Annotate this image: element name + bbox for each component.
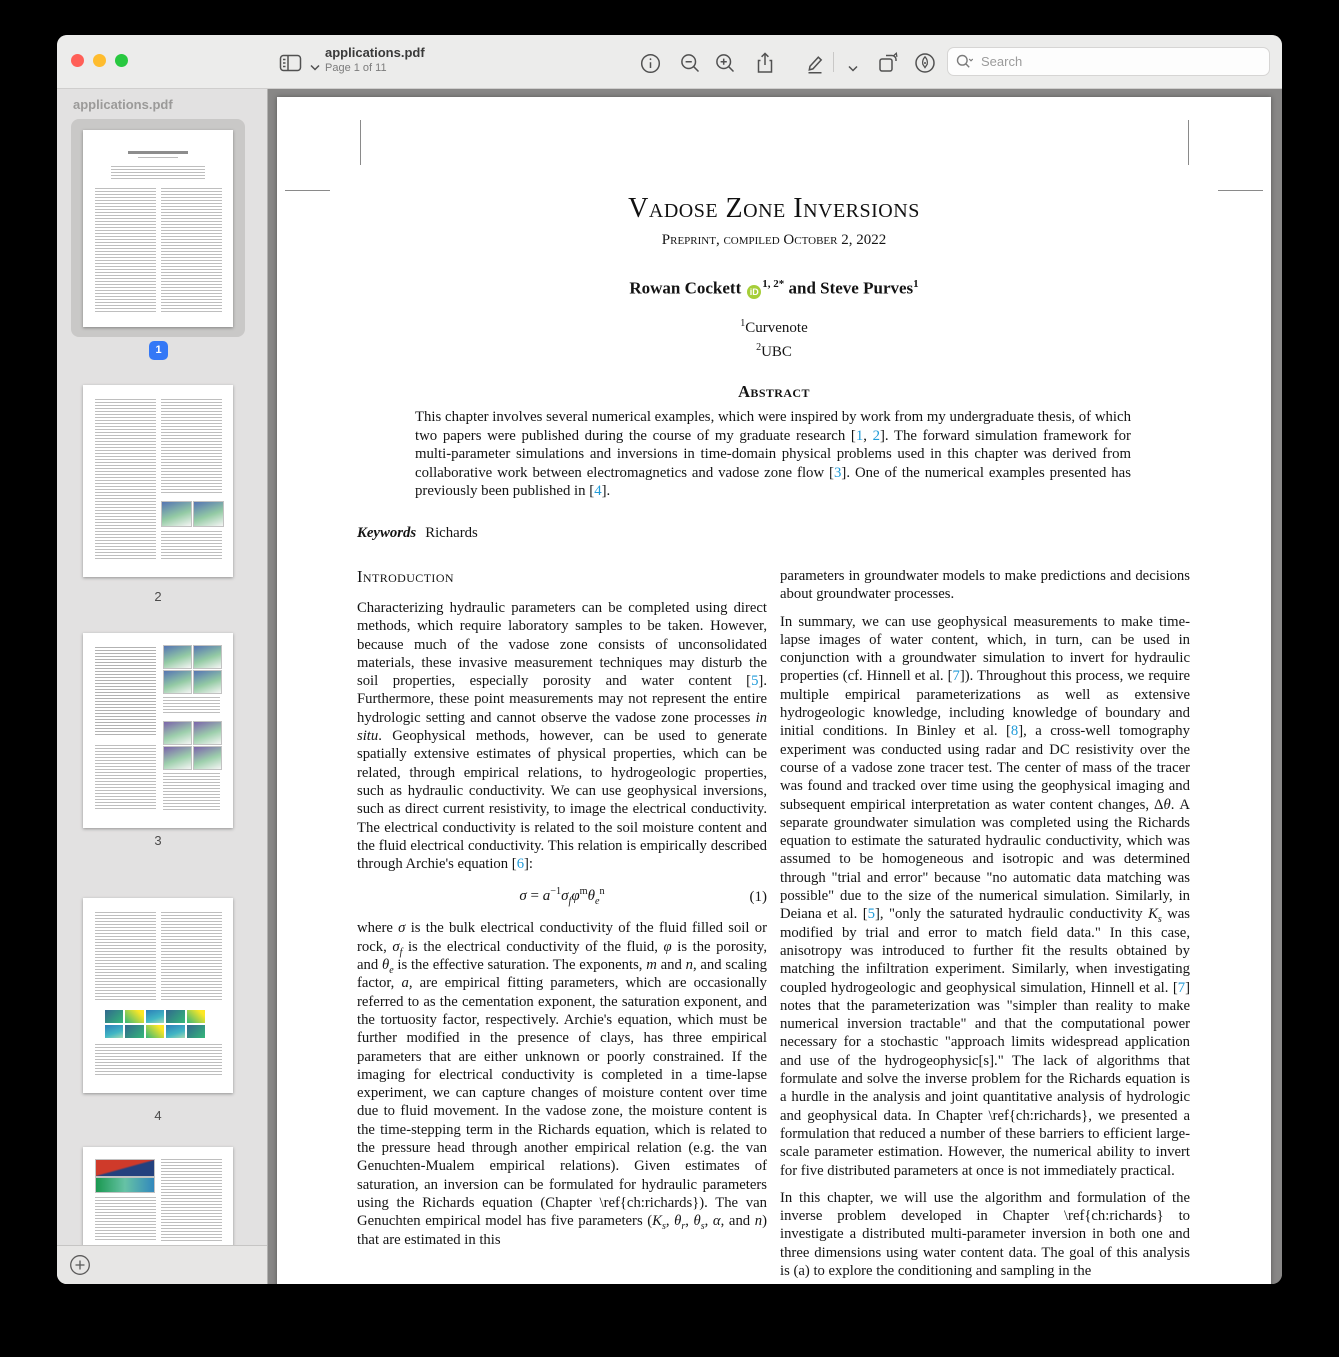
zoom-in-icon[interactable] <box>712 50 738 76</box>
crop-mark <box>1188 120 1189 165</box>
body-paragraph: parameters in groundwater models to make predictions and decisions about groundwater processes. <box>780 568 1190 603</box>
toolbar-separator <box>833 52 834 72</box>
rotate-icon[interactable] <box>875 50 901 76</box>
zoom-window-button[interactable] <box>115 54 128 67</box>
page-number-label: 4 <box>154 1108 162 1123</box>
citation-link[interactable]: 4 <box>594 483 602 500</box>
keywords-value: Richards <box>425 525 478 541</box>
thumbnail-text <box>161 531 222 559</box>
page-number-label: 2 <box>154 589 162 604</box>
left-column <box>357 567 767 1258</box>
paper-subtitle: Preprint, compiled October 2, 2022 <box>661 232 887 248</box>
thumbnail-figure <box>95 1159 155 1177</box>
body-paragraph: In summary, we can use geophysical measurements to make time-lapse images of water content, which, in turn, can be used in conjunction with a groundwater simulation to invert for hydraulic properties (cf. Hinnell et al. [7]). Throughout this process, we require multiple empirical parameterizations as well as extensive hydrogeologic knowledge, including knowledge of boundary and initial conditions. In Binley et al. [8], a cross-well tomography experiment was conducted using radar and DC resistivity over the course of a vadose zone tracer test. The center of mass of the tracer was found and tracked over time using the geophysical imaging and subsequent empirical interpretation as water content changes, Δθ. A separate groundwater simulation was completed using the Richards equation to estimate the saturated hydraulic conductivity, which was assumed to be homogeneous and isotropic and was determined through "trial and error" because "no automatic data matching was possible" due to the size of the numerical simulation. Similarly, in Deiana et al. [5], "only the saturated hydraulic conductivity $K_s$ was modified by trial and error to match field data." In this case, anisotropy was introduced to further fit the results obtained by matching the infiltration experiment. Similarly, when investigating coupled hydrogeologic and geophysical simulation, Hinnell et al. [7] notes that the parameterization was "simpler than reality to make numerical inversion tractable" and that the computational power necessary for a stochastic "approach limits widespread application and use of the hydrogeophysic[s]." The lack of algorithms that formulate and solve the inverse problem for the Richards equation is a hurdle in the analysis and joint quantitative analysis of hydrologic and geophysical data. In Chapter \ref{ch:richards}, we presented a formulation that reduced a number of these barriers to efficient large-scale parameter estimation. However, the numerical ability to invert for five distributed parameters at once is not immediately practical. <box>780 613 1191 1179</box>
thumbnail-text <box>95 912 156 1002</box>
citation-link[interactable]: 7 <box>952 668 960 685</box>
search-icon <box>956 54 973 69</box>
citation-link[interactable]: 6 <box>516 856 525 873</box>
thumbnail-figure <box>193 721 222 745</box>
abstract-text: This chapter involves several numerical examples, which were inspired by work from my undergraduate thesis, of which two papers were published during the course of my graduate research [1, 2]. The forward simulation framework for multi-parameter simulations and inversions in time-domain physical problems used in this chapter was derived from collaborative work between electromagnetics and vadose zone flow [3]. One of the numerical examples presented has previously been published in [4]. <box>415 409 1131 500</box>
thumbnail-figure <box>163 746 192 770</box>
minimize-window-button[interactable] <box>93 54 106 67</box>
body-paragraph: In this chapter, we will use the algorithm and formulation of the inverse problem developed in Chapter \ref{ch:richards} to investigate a distributed multi-parameter inversion in both one and three dimensions using water content data. The goal of this analysis is (a) to explore the conditioning and sampling in the <box>780 1189 1190 1279</box>
affiliation: $^2$UBC <box>756 342 792 360</box>
markup-pencil-icon[interactable] <box>802 50 828 76</box>
thumbnail-text <box>163 773 220 811</box>
thumbnail-figure <box>193 645 222 669</box>
sidebar-footer <box>57 1245 267 1284</box>
thumbnail-title-line <box>128 151 188 154</box>
thumbnail-text <box>95 188 156 313</box>
thumbnail-text <box>161 188 222 313</box>
affiliations <box>277 314 1271 362</box>
info-icon[interactable] <box>637 50 663 76</box>
thumbnail-caption <box>163 697 220 715</box>
crop-mark <box>1218 190 1263 191</box>
sidebar-document-name: applications.pdf <box>73 97 173 112</box>
equation-body: $\sigma = a^{-1}\sigma_f\varphi^m\theta_e^n$ <box>519 886 605 908</box>
thumbnail-text <box>161 912 222 1002</box>
thumbnail-subtitle-line <box>138 157 178 158</box>
search-field[interactable] <box>947 47 1270 76</box>
thumbnail-table <box>95 647 156 737</box>
citation-link[interactable]: 2 <box>872 427 880 444</box>
affiliation: $^1$Curvenote <box>740 318 808 336</box>
share-icon[interactable] <box>752 50 778 76</box>
thumbnail-figure <box>193 746 222 770</box>
equation-number: (1) <box>749 889 767 906</box>
paper-title: Vadose Zone Inversions <box>628 193 920 224</box>
toolbar <box>57 35 1282 89</box>
citation-link[interactable]: 5 <box>751 673 759 690</box>
thumbnail-text <box>161 399 222 495</box>
body-paragraph: where σ is the bulk electrical conductivity of the fluid filled soil or rock, $\sigma_f$ is the electrical conductivity of the fluid, φ is the porosity, and $\theta_e$ is the effective saturation. The exponents, m and n, and scaling factor, a, are empirical fitting parameters, which are occasionally referred to as the cementation exponent, the saturation exponent, and the tortuosity factor, respectively. Archie's equation, which must be further modified in the presence of clays, has three empirical parameters that are either unknown or poorly constrained. If the imaging for electrical conductivity is completed in a time-lapse experiment, we can capture changes of moisture content over time due to fluid movement. In the vadose zone, the moisture content is the time-stepping term in the Richards equation, which is related to the pressure head through another empirical relation (e.g. the van Genuchten-Mualem empirical relations). Given estimates of saturation, an inversion can be formulated for hydraulic parameters using the Richards equation (Chapter \ref{ch:richards}). The van Genuchten empirical model has five parameters ($K_s$, $\theta_r$, $\theta_s$, α, and n) that are estimated in this <box>357 920 768 1248</box>
abstract-heading: Abstract <box>738 382 810 401</box>
crop-mark <box>360 120 361 165</box>
citation-link[interactable]: 1 <box>855 427 864 444</box>
orcid-icon[interactable]: iD <box>747 285 761 299</box>
thumbnail-figure <box>163 645 192 669</box>
author-name: Rowan Cockett <box>629 278 742 298</box>
add-page-button[interactable] <box>69 1254 91 1276</box>
document-filename: applications.pdf <box>325 45 425 60</box>
body-paragraph: Characterizing hydraulic parameters can be completed using direct methods, which require laboratory samples to be taken. However, because much of the vadose zone consists of unconsolidated materials, these invasive measurement techniques may disturb the soil properties, especially porosity and water content [5]. Furthermore, these point measurements may not represent the entire hydrologic setting and cannot observe the vadose zone processes in situ. Geophysical methods, however, can be used to generate spatially extensive estimates of physical properties, which can be related, through empirical relations, to hydrogeologic properties, such as hydraulic conductivity. We can use geophysical inversions, such as direct current resistivity, to image the electrical conductivity. The electrical conductivity is related to the soil moisture content and the fluid electrical conductivity. This relation is empirically described through Archie's equation [6]: <box>357 600 767 873</box>
page-thumbnail-2[interactable] <box>83 385 233 577</box>
thumbnail-text <box>95 745 156 811</box>
thumbnail-text <box>161 1159 222 1241</box>
crop-mark <box>285 190 330 191</box>
right-column <box>780 567 1190 1284</box>
section-heading-introduction: Introduction <box>357 567 454 586</box>
sidebar-toggle-icon[interactable] <box>278 50 304 76</box>
chevron-down-icon[interactable] <box>840 55 866 81</box>
thumbnail-text <box>95 1197 156 1241</box>
keywords-line <box>357 525 478 542</box>
pen-nib-circle-icon[interactable] <box>912 50 938 76</box>
thumbnail-sidebar[interactable] <box>57 89 268 1284</box>
page-number-badge: 1 <box>149 341 168 360</box>
thumbnail-figure <box>161 501 192 527</box>
thumbnail-heatmap-grid <box>105 1010 205 1038</box>
page-number-label: 3 <box>154 833 162 848</box>
thumbnail-text <box>95 399 156 559</box>
thumbnail-text <box>111 166 205 180</box>
equation-1 <box>357 886 767 908</box>
page-thumbnail-4[interactable] <box>83 898 233 1093</box>
thumbnail-figure <box>163 670 192 694</box>
author-superscript: 1, 2* <box>762 278 785 290</box>
citation-link[interactable]: 5 <box>867 906 875 923</box>
thumbnail-figure <box>163 721 192 745</box>
thumbnail-figure <box>193 670 222 694</box>
citation-link[interactable]: 7 <box>1177 979 1186 996</box>
search-input[interactable] <box>979 53 1261 70</box>
author-line <box>277 278 1271 299</box>
thumbnail-text <box>95 1044 222 1076</box>
page-status: Page 1 of 11 <box>325 62 387 74</box>
citation-link[interactable]: 8 <box>1010 723 1019 740</box>
page-thumbnail-3[interactable] <box>83 633 233 828</box>
close-window-button[interactable] <box>71 54 84 67</box>
pdf-view-area[interactable] <box>268 89 1282 1284</box>
author-name: and Steve Purves <box>788 278 914 298</box>
page-thumbnail-5[interactable] <box>83 1147 233 1247</box>
window-title <box>325 46 425 74</box>
thumbnail-figure <box>95 1177 155 1193</box>
preview-window <box>57 35 1282 1284</box>
keywords-label: Keywords <box>357 525 417 541</box>
citation-link[interactable]: 3 <box>834 464 842 481</box>
zoom-out-icon[interactable] <box>677 50 703 76</box>
author-superscript: 1 <box>913 278 919 290</box>
thumbnail-figure <box>193 501 224 527</box>
pdf-page <box>277 97 1271 1284</box>
page-thumbnail-1[interactable] <box>83 130 233 327</box>
